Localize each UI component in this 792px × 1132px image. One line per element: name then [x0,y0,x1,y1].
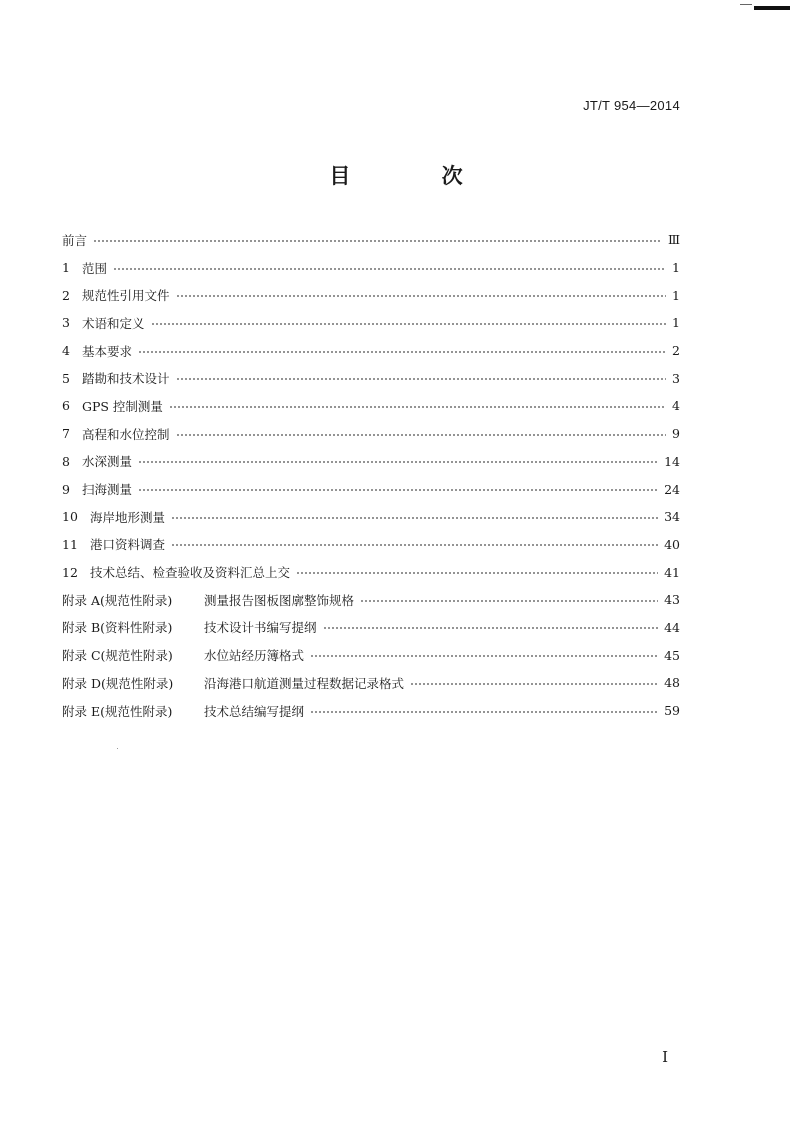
toc-entry-page: 45 [664,647,680,663]
toc-appendix-label: 附录 B(资料性附录) [62,620,173,636]
toc-entry-number: 6 [62,398,70,414]
toc-entry-title: 技术设计书编写提纲 [204,620,317,636]
toc-entry-page: 40 [664,536,680,552]
toc-entry-number: 12 [62,564,78,580]
toc-entry-page: 24 [664,481,680,497]
dot-leader [151,318,666,330]
scan-mark-thin [740,4,752,5]
toc-appendix-label: 附录 D(规范性附录) [62,675,174,691]
dot-leader [169,401,666,413]
toc-entry-title: 水位站经历簿格式 [204,648,305,664]
toc-entry-title: 扫海测量 [82,482,133,498]
toc-entry-2[interactable] [62,281,680,309]
toc-entry-title: 高程和水位控制 [82,426,170,442]
toc-entry-11[interactable] [62,531,680,559]
toc-entry-page: 34 [664,509,680,525]
toc-entry-number: 4 [62,343,70,359]
dot-leader [176,429,666,441]
dot-leader [360,595,658,607]
toc-entry-title: 水深测量 [82,454,133,470]
dot-leader [310,706,658,718]
toc-entry-page: 1 [672,287,680,303]
toc-entry-number: 3 [62,315,70,331]
toc-entry-title: GPS 控制测量 [82,398,163,414]
toc-entry-number: 1 [62,260,70,276]
toc-entry-appendix-b[interactable] [62,614,680,642]
dot-leader [138,346,666,358]
toc-entry-number: 8 [62,453,70,469]
dot-leader [410,678,658,690]
toc-appendix-label: 附录 A(规范性附录) [62,592,173,608]
toc-entry-title: 规范性引用文件 [82,288,170,304]
toc-entry-number: 10 [62,509,78,525]
toc-entry-page: 43 [664,592,680,608]
toc-entry-page: Ⅲ [667,232,680,248]
toc-entry-title: 基本要求 [82,343,133,359]
toc-entry-7[interactable] [62,420,680,448]
dot-leader [176,373,666,385]
dot-leader [138,484,658,496]
toc-entry-title: 沿海港口航道测量过程数据记录格式 [204,675,405,691]
dot-leader [323,622,659,634]
toc-entry-page: 1 [672,260,680,276]
toc-entry-number: 5 [62,370,70,386]
scan-speck [117,748,118,749]
toc-entry-12[interactable] [62,558,680,586]
toc-entry-appendix-a[interactable] [62,586,680,614]
toc-entry-title: 术语和定义 [82,315,145,331]
toc-entry-title: 前言 [62,232,88,248]
scan-mark [754,6,790,10]
toc-entry-page: 4 [672,398,680,414]
page-number: I [662,1048,668,1066]
dot-leader [113,263,666,275]
toc-entry-title: 技术总结、检查验收及资料汇总上交 [90,565,291,581]
toc-entry-1[interactable] [62,254,680,282]
table-of-contents [62,226,680,724]
toc-entry-number: 11 [62,536,78,552]
toc-entry-title: 海岸地形测量 [90,509,166,525]
toc-entry-page: 41 [664,564,680,580]
toc-entry-title: 踏勘和技术设计 [82,371,170,387]
dot-leader [93,235,662,247]
toc-entry-number: 2 [62,287,70,303]
document-code: JT/T 954—2014 [583,98,680,113]
toc-entry-page: 2 [672,343,680,359]
dot-leader [138,456,658,468]
toc-entry-page: 48 [664,675,680,691]
toc-entry-title: 测量报告图板图廓整饰规格 [204,592,355,608]
toc-entry-page: 9 [672,426,680,442]
toc-entry-3[interactable] [62,309,680,337]
toc-entry-9[interactable] [62,475,680,503]
dot-leader [176,290,666,302]
toc-appendix-label: 附录 E(规范性附录) [62,703,173,719]
toc-entry-title: 技术总结编写提纲 [204,703,305,719]
dot-leader [310,650,658,662]
toc-entry-appendix-d[interactable] [62,669,680,697]
toc-entry-appendix-c[interactable] [62,641,680,669]
toc-entry-page: 14 [664,453,680,469]
toc-entry-4[interactable] [62,337,680,365]
toc-entry-foreword[interactable] [62,226,680,254]
page-title: 目 次 [329,164,505,188]
toc-entry-page: 3 [672,370,680,386]
toc-entry-number: 7 [62,426,70,442]
toc-entry-5[interactable] [62,364,680,392]
toc-entry-page: 59 [664,703,680,719]
dot-leader [171,539,658,551]
toc-entry-10[interactable] [62,503,680,531]
toc-appendix-label: 附录 C(规范性附录) [62,648,173,664]
toc-entry-title: 港口资料调查 [90,537,166,553]
dot-leader [171,512,658,524]
toc-entry-title: 范围 [82,260,108,276]
toc-entry-appendix-e[interactable] [62,697,680,725]
toc-entry-number: 9 [62,481,70,497]
dot-leader [296,567,658,579]
toc-entry-page: 1 [672,315,680,331]
toc-entry-page: 44 [664,619,680,635]
toc-entry-6[interactable] [62,392,680,420]
toc-entry-8[interactable] [62,448,680,476]
